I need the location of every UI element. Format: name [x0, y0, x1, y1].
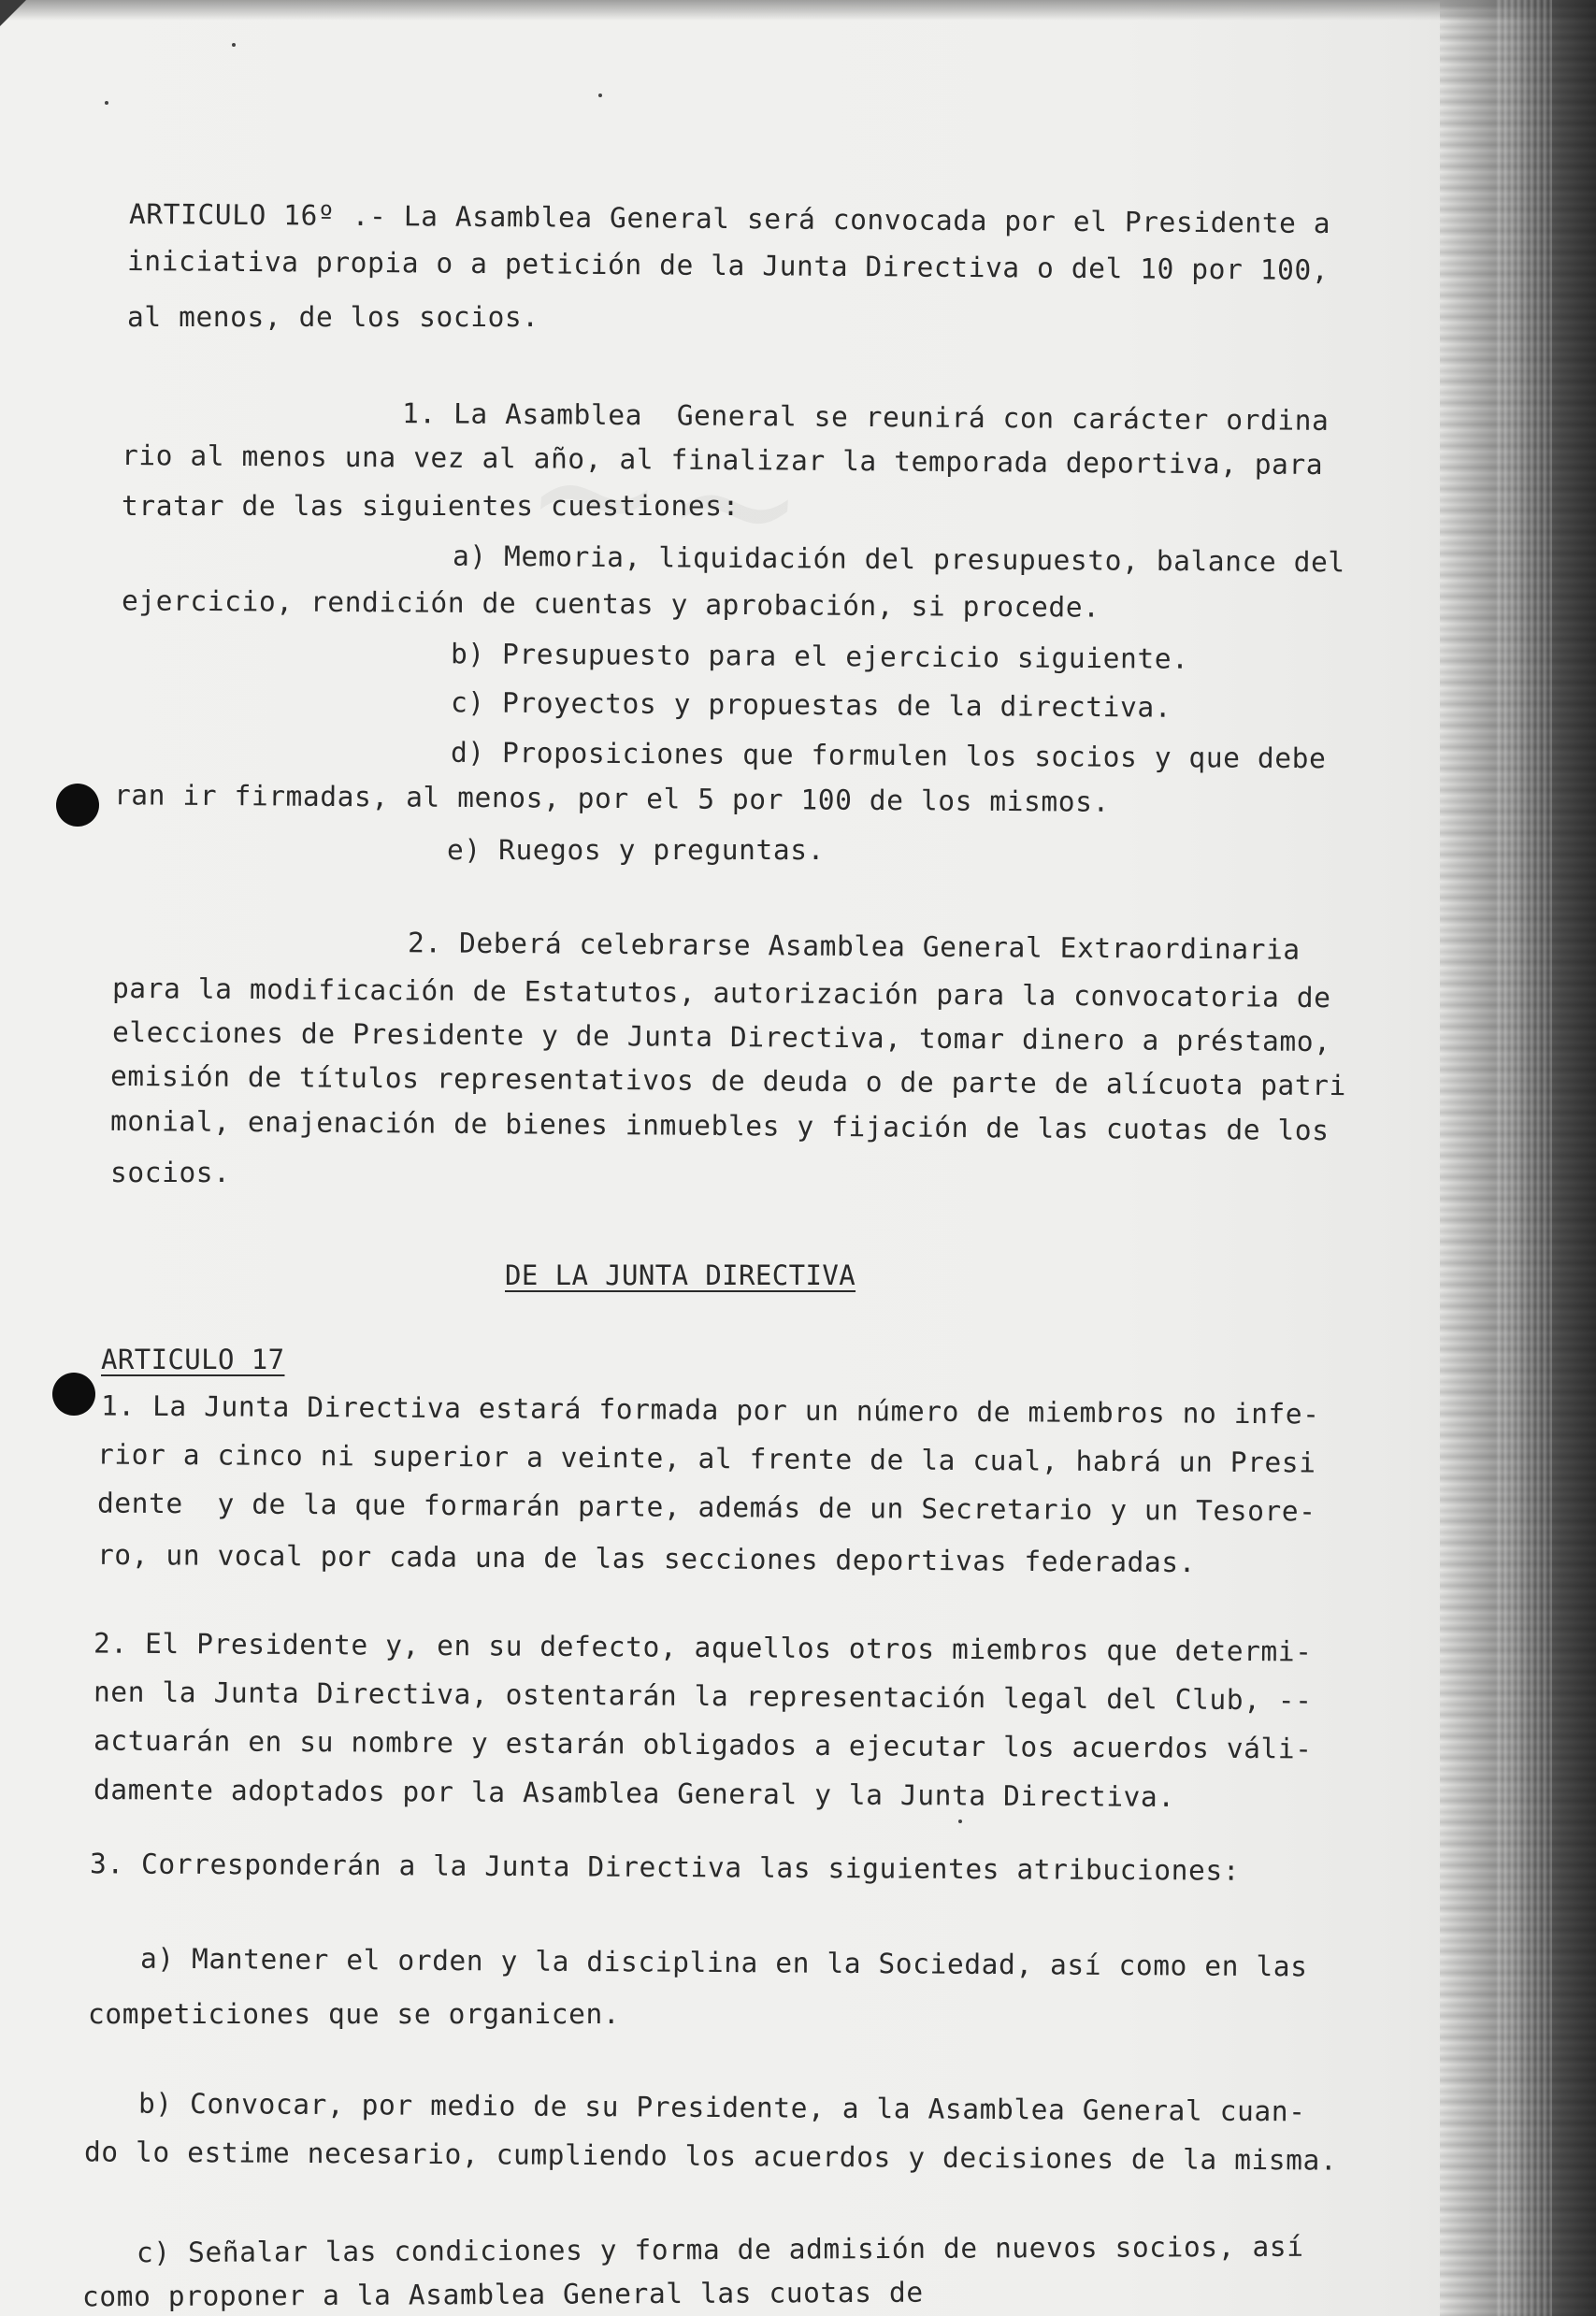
item-b: b) Presupuesto para el ejercicio siguiente.: [450, 638, 1189, 675]
section2-line-2: para la modificación de Estatutos, autorización para la convocatoria de: [111, 971, 1331, 1014]
article17-p2-line-4: damente adoptados por la Asamblea General y la Junta Directiva.: [93, 1773, 1175, 1814]
section2-line-3: elecciones de Presidente y de Junta Directiva, tomar dinero a préstamo,: [111, 1015, 1331, 1058]
article16-line-2: iniciativa propia o a petición de la Junta Directiva o del 10 por 100,: [126, 244, 1330, 287]
speck: [105, 101, 108, 105]
item-a-line-1: a) Memoria, liquidación del presupuesto, balance del: [452, 539, 1345, 579]
article16-line-3: al menos, de los socios.: [127, 301, 539, 333]
item-a-line-2: ejercicio, rendición de cuentas y aprobación, si procede.: [121, 584, 1100, 624]
speck: [232, 43, 236, 47]
punch-hole-lower: [52, 1373, 95, 1416]
section2-line-4: emisión de títulos representativos de deuda o de parte de alícuota patri: [109, 1059, 1347, 1102]
section2-line-6: socios.: [110, 1157, 231, 1188]
article17-p1-line-4: ro, un vocal por cada una de las secciones deportivas federadas.: [96, 1538, 1197, 1579]
speck: [598, 94, 602, 97]
photocopy-top-edge: [0, 0, 1596, 21]
attr-c-line-1: c) Señalar las condiciones y forma de admisión de nuevos socios, así: [136, 2230, 1304, 2269]
item-e: e) Ruegos y preguntas.: [447, 834, 825, 866]
article17-p1-line-3: dente y de la que formarán parte, además de un Secretario y un Tesore-: [96, 1487, 1316, 1528]
item-c: c) Proyectos y propuestas de la directiva.: [450, 686, 1172, 724]
section2-line-1: 2. Deberá celebrarse Asamblea General Extraordinaria: [407, 927, 1301, 966]
article17-p1-line-1: 1. La Junta Directiva estará formada por un número de miembros no infe-: [100, 1389, 1320, 1431]
section1-line-3: tratar de las siguientes cuestiones:: [122, 490, 740, 522]
item-d-line-1: d) Proposiciones que formulen los socios y que debe: [450, 736, 1327, 775]
folded-corner: [0, 0, 26, 26]
attr-b-line-2: do lo estime necesario, cumpliendo los acuerdos y decisiones de la misma.: [83, 2136, 1338, 2177]
article17-p3: 3. Corresponderán a la Junta Directiva las siguientes atribuciones:: [89, 1848, 1241, 1887]
article17-p2-line-2: nen la Junta Directiva, ostentarán la representación legal del Club, --: [93, 1676, 1313, 1717]
photocopy-streaks: [1496, 0, 1552, 2316]
article17-p1-line-2: rior a cinco ni superior a veinte, al frente de la cual, habrá un Presi: [96, 1438, 1316, 1479]
article17-p2-line-1: 2. El Presidente y, en su defecto, aquellos otros miembros que determi-: [93, 1627, 1313, 1668]
punch-hole-upper: [56, 784, 99, 827]
item-d-line-2: ran ir firmadas, al menos, por el 5 por 100 de los mismos.: [113, 779, 1111, 818]
section2-line-5: monial, enajenación de bienes inmuebles y fijación de las cuotas de los: [109, 1104, 1330, 1147]
article16-line-1: ARTICULO 16º .- La Asamblea General será convocada por el Presidente a: [128, 197, 1331, 240]
section1-line-2: rio al menos una vez al año, al finalizar la temporada deportiva, para: [121, 439, 1324, 482]
attr-c-line-2: como proponer a la Asamblea General las cuotas de: [81, 2276, 924, 2313]
attr-a-line-2: competiciones que se organicen.: [88, 1998, 621, 2030]
junta-directiva-heading: DE LA JUNTA DIRECTIVA: [505, 1259, 856, 1291]
section1-line-1: 1. La Asamblea General se reunirá con carácter ordina: [401, 397, 1330, 437]
attr-a-line-1: a) Mantener el orden y la disciplina en la Sociedad, así como en las: [139, 1942, 1308, 1983]
article17-heading: ARTICULO 17: [101, 1344, 285, 1375]
article17-p2-line-3: actuarán en su nombre y estarán obligados a ejecutar los acuerdos váli-: [93, 1724, 1313, 1765]
speck: [958, 1820, 962, 1823]
attr-b-line-1: b) Convocar, por medio de su Presidente, a la Asamblea General cuan-: [137, 2087, 1306, 2128]
